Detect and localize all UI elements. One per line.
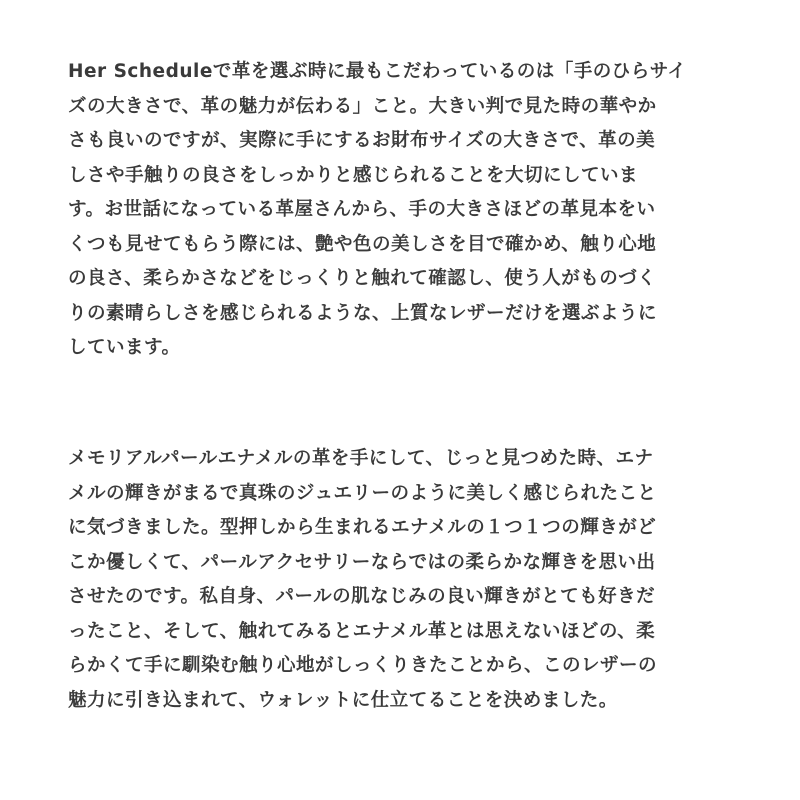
text-line: さも良いのですが、実際に手にするお財布サイズの大きさで、革の美 — [68, 130, 656, 151]
text-line: メモリアルパールエナメルの革を手にして、じっと見つめた時、エナ — [68, 448, 654, 469]
text-line: しさや手触りの良さをしっかりと感じられることを大切にしていま — [68, 164, 639, 186]
text-line: Her Scheduleで革を選ぶ時に最もこだわっているのは「手のひらサイ — [68, 61, 687, 82]
text-line: に気づきました。型押しから生まれるエナメルの１つ１つの輝きがど — [68, 517, 657, 538]
paragraph-pearl-enamel — [68, 442, 732, 718]
paragraph-leather-selection — [68, 55, 732, 366]
text-line: す。お世話になっている革屋さんから、手の大きさほどの革見本をい — [68, 199, 656, 220]
text-line: ズの大きさで、革の魅力が伝わる」こと。大きい判で見た時の華やか — [68, 95, 657, 117]
text-line: こか優しくて、パールアクセサリーならではの柔らかな輝きを思い出 — [68, 551, 656, 573]
text-line: の良さ、柔らかさなどをじっくりと触れて確認し、使う人がものづく — [68, 268, 657, 289]
text-line: しています。 — [68, 337, 181, 358]
text-line: ったこと、そして、触れてみるとエナメル革とは思えないほどの、柔 — [68, 620, 656, 642]
text-line: メルの輝きがまるで真珠のジュエリーのように美しく感じられたこと — [68, 482, 657, 504]
text-line: りの素晴らしさを感じられるような、上質なレザーだけを選ぶように — [68, 302, 658, 324]
text-line: くつも見せてもらう際には、艶や色の美しさを目で確かめ、触り心地 — [68, 233, 657, 255]
text-line: させたのです。私自身、パールの肌なじみの良い輝きがとても好きだ — [68, 586, 656, 607]
text-line: 魅力に引き込まれて、ウォレットに仕立てることを決めました。 — [68, 689, 618, 711]
text-line: らかくて手に馴染む触り心地がしっくりきたことから、このレザーの — [68, 655, 658, 676]
